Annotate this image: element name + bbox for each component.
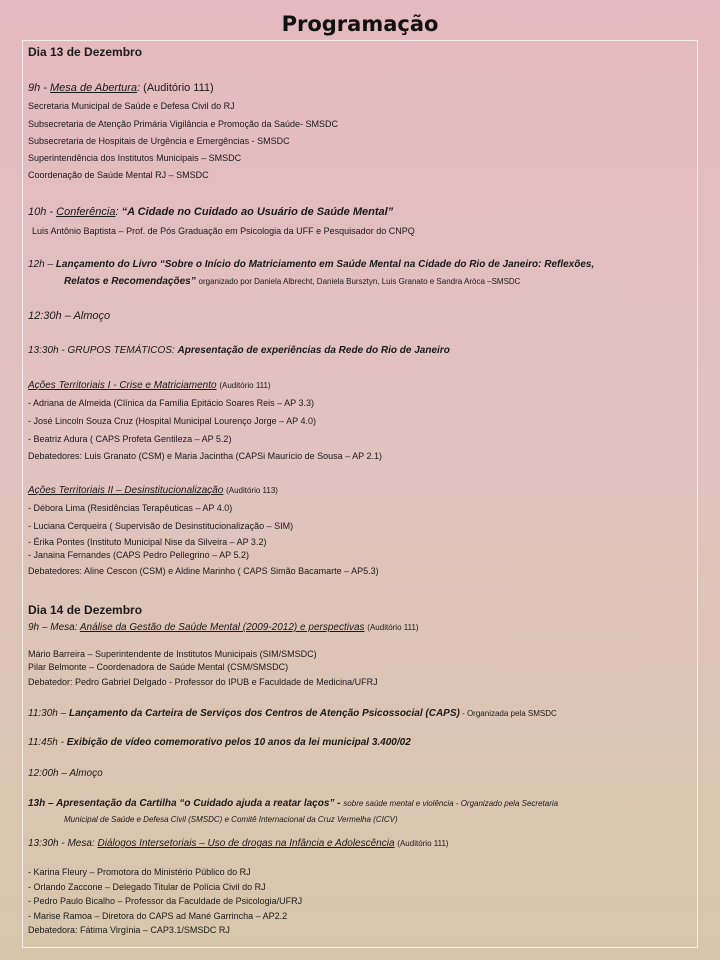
panel-debater: Debatedor: Pedro Gabriel Delgado - Professor do IPUB e Faculdade de Medicina/UFRJ (28, 677, 378, 687)
video-title: Exibição de vídeo comemorativo pelos 10 anos da lei municipal 3.400/02 (66, 737, 411, 748)
opening-session (28, 82, 214, 95)
booklet-desc-line2: Municipal de Saúde e Defesa Civil (SMSDC) e Comitê Internacional da Cruz Vermelha (CICV) (64, 815, 398, 824)
opening-room: (Auditório 111) (143, 82, 214, 94)
opening-item: Coordenação de Saúde Mental RJ – SMSDC (28, 170, 209, 180)
video-time: 11:45h - (28, 737, 67, 748)
booklet-desc-line1: sobre saúde mental e violência - Organizado pela Secretaria (343, 799, 559, 808)
drugs-item: - Karina Fleury – Promotora do Ministério Público do RJ (28, 867, 251, 877)
track1-header (28, 379, 271, 392)
track1-item: - José Lincoln Souza Cruz (Hospital Municipal Lourenço Jorge – AP 4.0) (28, 416, 316, 426)
wallet-launch (28, 707, 557, 720)
wallet-time: 11:30h – (28, 708, 69, 719)
drugs-item: - Pedro Paulo Bicalho – Professor da Faculdade de Psicologia/UFRJ (28, 896, 303, 906)
track1-item: - Beatriz Adura ( CAPS Profeta Gentileza – AP 5.2) (28, 434, 232, 444)
groups-title: Apresentação de experiências da Rede do Rio de Janeiro (177, 345, 450, 356)
book-title-line1: Lançamento do Livro “Sobre o Início do Matriciamento em Saúde Mental na Cidade do Rio de Janeiro: Reflexões, (55, 259, 595, 270)
conference-sep: : (115, 206, 122, 218)
panel-time: 9h – Mesa: (28, 622, 80, 633)
drugs-room: (Auditório 111) (397, 839, 449, 848)
drugs-title: Diálogos Intersetoriais – Uso de drogas na Infância e Adolescência (97, 838, 395, 849)
opening-label: Mesa de Abertura (50, 82, 138, 94)
opening-item: Secretaria Municipal de Saúde e Defesa Civil do RJ (28, 101, 235, 111)
panel-item: Pilar Belmonte – Coordenadora de Saúde Mental (CSM/SMSDC) (28, 662, 289, 672)
track1-item: - Adriana de Almeida (Clínica da Família Epitácio Soares Reis – AP 3.3) (28, 398, 314, 408)
panel-item: Mário Barreira – Superintendente de Institutos Municipais (SIM/SMSDC) (28, 649, 317, 659)
track2-item: - Érika Pontes (Instituto Municipal Nise da Silveira – AP 3.2) (28, 537, 267, 547)
conference-session (28, 206, 393, 219)
booklet-session (28, 797, 558, 810)
book-time: 12h – (28, 259, 56, 270)
drugs-item: - Marise Ramoa – Diretora do CAPS ad Mané Garrincha – AP2.2 (28, 911, 288, 921)
track2-label: Ações Territoriais II – Desinstitucionalização (28, 485, 224, 496)
drugs-panel (28, 837, 449, 850)
wallet-org: - Organizada pela SMSDC (459, 709, 557, 718)
booklet-title: 13h – Apresentação da Cartilha “o Cuidado ajuda a reatar laços” - (28, 798, 341, 809)
conference-time: 10h - (28, 206, 57, 218)
opening-sep: : (137, 82, 141, 94)
drugs-time: 13:30h - Mesa: (28, 838, 98, 849)
book-organizers: organizado por Daniela Albrecht, Daniela Bursztyn, Luis Granato e Sandra Aróca –SMSDC (198, 277, 521, 286)
track2-room: (Auditório 113) (226, 486, 278, 495)
track2-item: - Débora Lima (Residências Terapêuticas – AP 4.0) (28, 503, 233, 513)
opening-item: Subsecretaria de Atenção Primária Vigilância e Promoção da Saúde- SMSDC (28, 119, 338, 129)
thematic-groups (28, 344, 450, 357)
day2-heading: Dia 14 de Dezembro (28, 603, 143, 617)
video-screening (28, 736, 411, 749)
drugs-item: - Orlando Zaccone – Delegado Titular de Polícia Civil do RJ (28, 882, 266, 892)
wallet-title: Lançamento da Carteira de Serviços dos Centros de Atenção Psicossocial (CAPS) (68, 708, 460, 719)
groups-time: 13:30h - GRUPOS TEMÁTICOS: (28, 345, 178, 356)
opening-item: Superintendência dos Institutos Municipais – SMSDC (28, 153, 242, 163)
day1-lunch: 12:30h – Almoço (28, 310, 111, 322)
panel-room: (Auditório 111) (367, 623, 419, 632)
panel-title: Análise da Gestão de Saúde Mental (2009-2012) e perspectivas (79, 622, 365, 633)
track2-item: - Janaina Fernandes (CAPS Pedro Pellegrino – AP 5.2) (28, 550, 249, 560)
track2-item: - Luciana Cerqueira ( Supervisão de Desinstitucionalização – SIM) (28, 521, 294, 531)
opening-time: 9h - (28, 82, 51, 94)
panel-session (28, 621, 419, 634)
track2-header (28, 484, 278, 497)
book-launch (28, 258, 594, 271)
conference-speaker: Luis Antônio Baptista – Prof. de Pós Graduação em Psicologia da UFF e Pesquisador do CNPQ (32, 226, 415, 236)
conference-title: “A Cidade no Cuidado ao Usuário de Saúde Mental” (121, 206, 394, 218)
track2-debaters: Debatedores: Aline Cescon (CSM) e Aldine Marinho ( CAPS Simão Bacamarte – AP5.3) (28, 566, 379, 576)
book-launch-cont (64, 275, 520, 288)
day1-heading: Dia 13 de Dezembro (28, 45, 143, 59)
track1-label: Ações Territoriais I - Crise e Matriciamento (28, 380, 217, 391)
track1-debaters: Debatedores: Luis Granato (CSM) e Maria Jacintha (CAPSi Maurício de Sousa – AP 2.1) (28, 451, 383, 461)
drugs-debater: Debatedora: Fátima Virgínia – CAP3.1/SMSDC RJ (28, 925, 230, 935)
book-title-line2: Relatos e Recomendações” (64, 276, 196, 287)
page-title: Programação (281, 12, 439, 36)
track1-room: (Auditório 111) (219, 381, 271, 390)
day2-lunch: 12:00h – Almoço (28, 768, 103, 779)
conference-label: Conferência (56, 206, 116, 218)
opening-item: Subsecretaria de Hospitais de Urgência e Emergências - SMSDC (28, 136, 290, 146)
